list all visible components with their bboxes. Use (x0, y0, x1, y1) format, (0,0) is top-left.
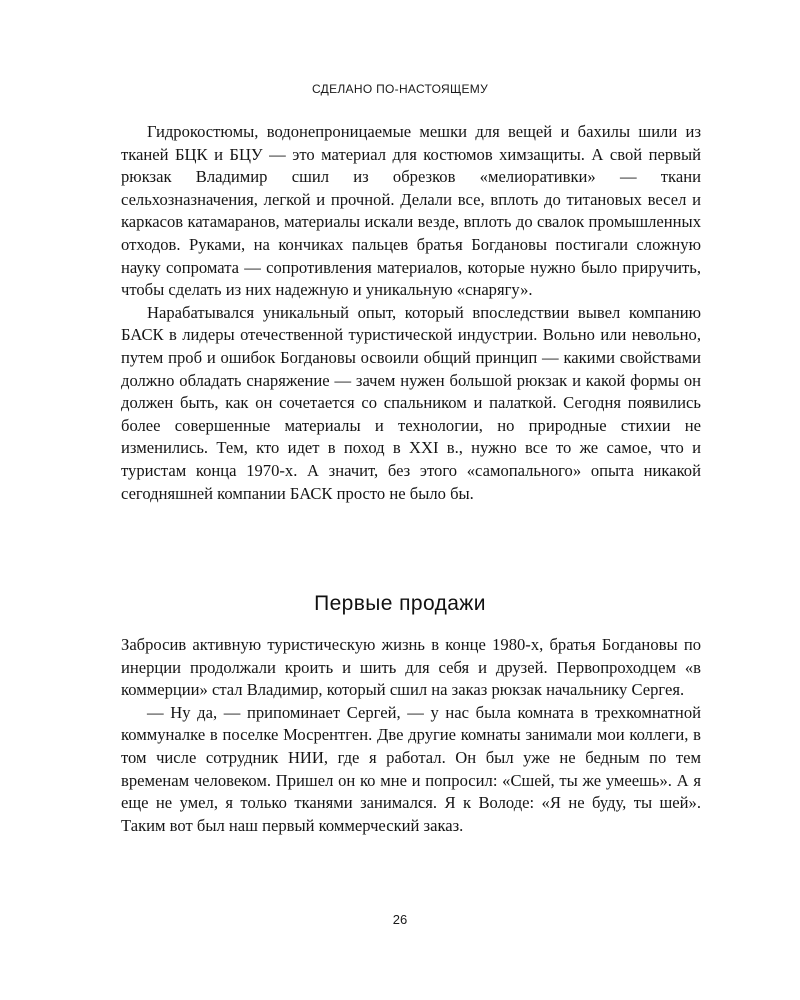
section-2-text (121, 634, 701, 837)
paragraph-3: Забросив активную туристическую жизнь в конце 1980-х, братья Богдановы по инерции продолжали кроить и шить для себя и друзей. Первопроходцем «в коммерции» стал Владимир, который сшил на заказ рюкзак начальнику Сергея. (121, 635, 701, 700)
running-head: СДЕЛАНО ПО-НАСТОЯЩЕМУ (311, 82, 489, 96)
paragraph-1: Гидрокостюмы, водонепроницаемые мешки для вещей и бахилы шили из тканей БЦК и БЦУ — это материал для костюмов химзащиты. А свой первый рюкзак Владимир сшил из обрезков «мелиоративки» — ткани сельхозназначения, легкой и прочной. Делали все, вплоть до титановых весел и каркасов катамаранов, материалы искали везде, вплоть до свалок промышленных отходов. Руками, на кончиках пальцев братья Богдановы постигали сложную науку сопромата — сопротивления материалов, которые нужно было приручить, чтобы сделать из них надежную и уникальную «снарягу». (121, 122, 701, 300)
paragraph-4: — Ну да, — припоминает Сергей, — у нас была комната в трехкомнатной коммуналке в поселке Мосрентген. Две другие комнаты занимали мои коллеги, в том числе сотрудник НИИ, где я работал. Он был уже не бедным по тем временам человеком. Пришел он ко мне и попросил: «Сшей, ты же умеешь». А я еще не умел, я только тканями занимался. Я к Володе: «Я не буду, ты шей». Таким вот был наш первый коммерческий заказ. (121, 702, 701, 835)
paragraph-2: Нарабатывался уникальный опыт, который впоследствии вывел компанию БАСК в лидеры отечественной туристической индустрии. Вольно или невольно, путем проб и ошибок Богдановы освоили общий принцип — какими свойствами должно обладать снаряжение — зачем нужен большой рюкзак и какой формы он должен быть, как он сочетается со спальником и палаткой. Сегодня появились более совершенные материалы и технологии, но природные стихии не изменились. Тем, кто идет в поход в XXI в., нужно все то же самое, что и туристам конца 1970-х. А значит, без этого «самопального» опыта никакой сегодняшней компании БАСК просто не было бы. (121, 302, 701, 503)
section-1-text (121, 121, 701, 505)
section-heading: Первые продажи (314, 592, 486, 615)
page-number: 26 (392, 912, 408, 927)
